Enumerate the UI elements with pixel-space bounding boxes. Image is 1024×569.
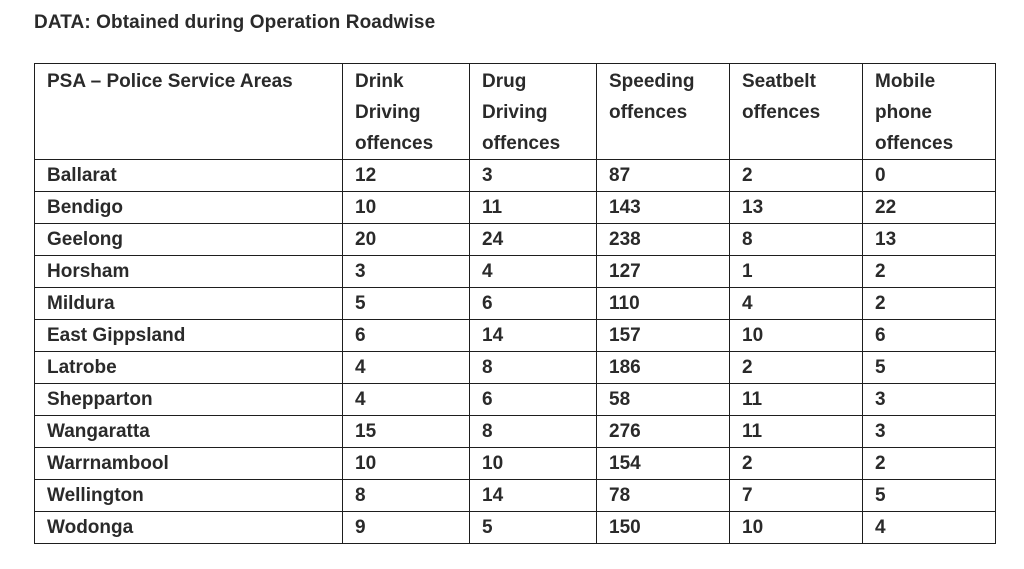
- cell-psa: Geelong: [35, 224, 343, 256]
- header-mobile-phone: Mobile phone offences: [863, 64, 996, 160]
- cell-psa: Shepparton: [35, 384, 343, 416]
- cell-seatbelt: 1: [730, 256, 863, 288]
- cell-drug-driving: 10: [470, 448, 597, 480]
- cell-psa: Mildura: [35, 288, 343, 320]
- cell-speeding: 87: [597, 160, 730, 192]
- cell-drug-driving: 6: [470, 288, 597, 320]
- cell-seatbelt: 11: [730, 416, 863, 448]
- table-row: [35, 448, 996, 480]
- cell-seatbelt: 13: [730, 192, 863, 224]
- cell-mobile-phone: 3: [863, 416, 996, 448]
- header-drink-driving: Drink Driving offences: [343, 64, 470, 160]
- offences-table: [34, 63, 996, 544]
- cell-speeding: 154: [597, 448, 730, 480]
- cell-drink-driving: 3: [343, 256, 470, 288]
- cell-mobile-phone: 13: [863, 224, 996, 256]
- cell-psa: Warrnambool: [35, 448, 343, 480]
- cell-drink-driving: 12: [343, 160, 470, 192]
- cell-drug-driving: 8: [470, 416, 597, 448]
- cell-speeding: 157: [597, 320, 730, 352]
- cell-seatbelt: 11: [730, 384, 863, 416]
- cell-drink-driving: 8: [343, 480, 470, 512]
- cell-drink-driving: 20: [343, 224, 470, 256]
- table-row: [35, 320, 996, 352]
- page-title: DATA: Obtained during Operation Roadwise: [34, 12, 436, 33]
- cell-psa: Wodonga: [35, 512, 343, 544]
- table-row: [35, 224, 996, 256]
- cell-drink-driving: 10: [343, 192, 470, 224]
- cell-drink-driving: 5: [343, 288, 470, 320]
- cell-seatbelt: 2: [730, 448, 863, 480]
- cell-mobile-phone: 6: [863, 320, 996, 352]
- cell-psa: Ballarat: [35, 160, 343, 192]
- cell-drug-driving: 8: [470, 352, 597, 384]
- cell-mobile-phone: 5: [863, 480, 996, 512]
- cell-seatbelt: 10: [730, 512, 863, 544]
- cell-mobile-phone: 0: [863, 160, 996, 192]
- cell-seatbelt: 4: [730, 288, 863, 320]
- table-row: [35, 160, 996, 192]
- cell-speeding: 150: [597, 512, 730, 544]
- cell-mobile-phone: 2: [863, 288, 996, 320]
- cell-drink-driving: 6: [343, 320, 470, 352]
- cell-speeding: 58: [597, 384, 730, 416]
- cell-seatbelt: 2: [730, 160, 863, 192]
- cell-psa: Wellington: [35, 480, 343, 512]
- header-psa: PSA – Police Service Areas: [35, 64, 343, 160]
- cell-drug-driving: 5: [470, 512, 597, 544]
- cell-speeding: 110: [597, 288, 730, 320]
- cell-speeding: 78: [597, 480, 730, 512]
- table-row: [35, 288, 996, 320]
- cell-mobile-phone: 22: [863, 192, 996, 224]
- cell-psa: Bendigo: [35, 192, 343, 224]
- cell-drug-driving: 24: [470, 224, 597, 256]
- header-drug-driving: Drug Driving offences: [470, 64, 597, 160]
- cell-drug-driving: 11: [470, 192, 597, 224]
- cell-speeding: 143: [597, 192, 730, 224]
- cell-drink-driving: 4: [343, 384, 470, 416]
- table-row: [35, 512, 996, 544]
- cell-psa: East Gippsland: [35, 320, 343, 352]
- header-seatbelt: Seatbelt offences: [730, 64, 863, 160]
- cell-seatbelt: 2: [730, 352, 863, 384]
- cell-speeding: 238: [597, 224, 730, 256]
- table-row: [35, 384, 996, 416]
- cell-speeding: 127: [597, 256, 730, 288]
- cell-drug-driving: 14: [470, 480, 597, 512]
- table-header-row: [35, 64, 996, 160]
- cell-speeding: 186: [597, 352, 730, 384]
- cell-psa: Horsham: [35, 256, 343, 288]
- table-row: [35, 192, 996, 224]
- cell-drug-driving: 4: [470, 256, 597, 288]
- cell-mobile-phone: 2: [863, 448, 996, 480]
- cell-drug-driving: 14: [470, 320, 597, 352]
- table-row: [35, 352, 996, 384]
- cell-drink-driving: 10: [343, 448, 470, 480]
- cell-mobile-phone: 5: [863, 352, 996, 384]
- cell-drug-driving: 3: [470, 160, 597, 192]
- cell-speeding: 276: [597, 416, 730, 448]
- cell-mobile-phone: 4: [863, 512, 996, 544]
- cell-mobile-phone: 2: [863, 256, 996, 288]
- cell-mobile-phone: 3: [863, 384, 996, 416]
- cell-psa: Latrobe: [35, 352, 343, 384]
- cell-drink-driving: 4: [343, 352, 470, 384]
- table-row: [35, 480, 996, 512]
- cell-drug-driving: 6: [470, 384, 597, 416]
- cell-seatbelt: 10: [730, 320, 863, 352]
- cell-seatbelt: 7: [730, 480, 863, 512]
- cell-drink-driving: 9: [343, 512, 470, 544]
- header-speeding: Speeding offences: [597, 64, 730, 160]
- table-row: [35, 256, 996, 288]
- cell-seatbelt: 8: [730, 224, 863, 256]
- cell-drink-driving: 15: [343, 416, 470, 448]
- table-row: [35, 416, 996, 448]
- cell-psa: Wangaratta: [35, 416, 343, 448]
